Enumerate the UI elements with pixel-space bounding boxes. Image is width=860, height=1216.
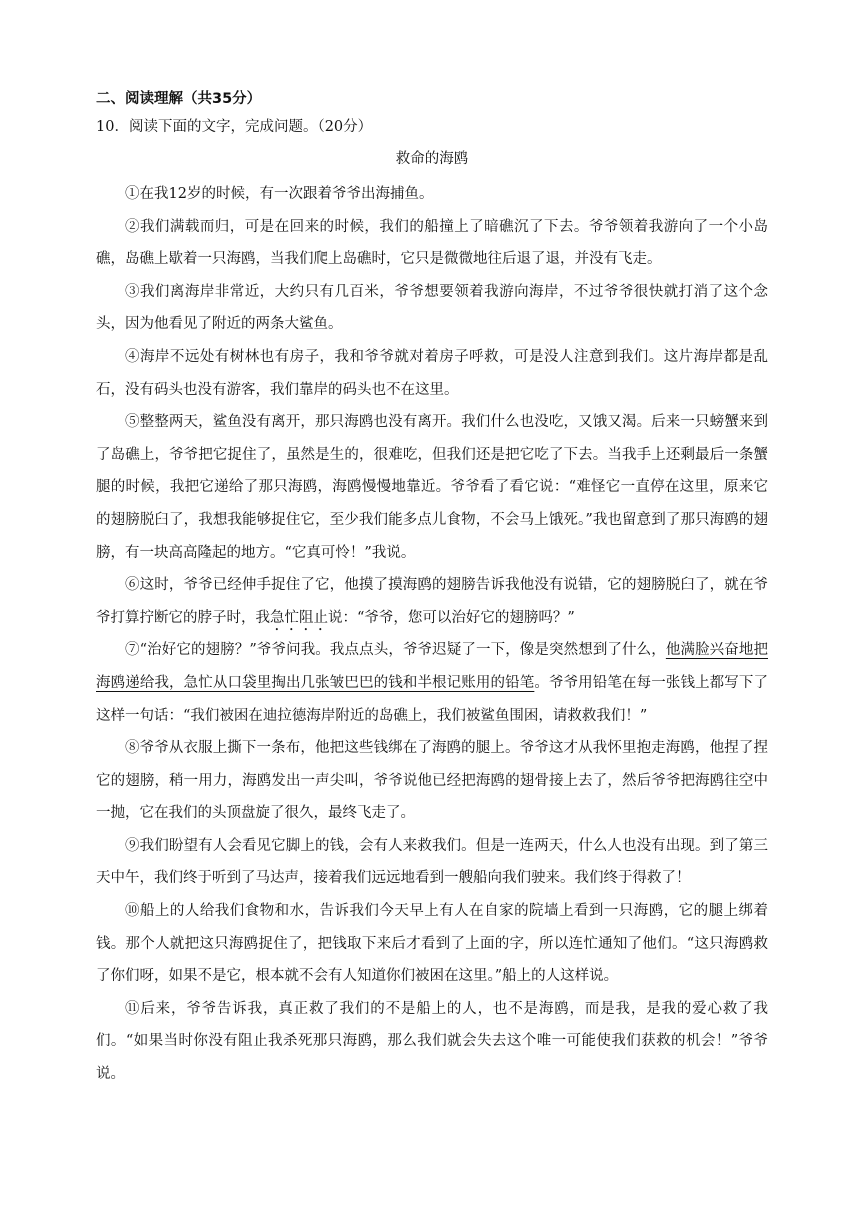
paragraph-9: ⑨我们盼望有人会看见它脚上的钱，会有人来救我们。但是一连两天，什么人也没有出现。到了第三天中午，我们终于听到了马达声，接着我们远远地看到一艘船向我们驶来。我们终于得救了！ xyxy=(96,837,768,887)
emphasized-phrase: 急忙阻止 xyxy=(270,609,328,626)
paragraph-7-text-b: 。爷爷用铅笔在每一张钱上都写下了这样一句话：“我们被困在迪拉德海岸附近的岛礁上，我们被鲨鱼围困，请救救我们！” xyxy=(96,674,769,724)
paragraph-3: ③我们离海岸非常近，大约只有几百米，爷爷想要领着我游向海岸，不过爷爷很快就打消了这个念头，因为他看见了附近的两条大鲨鱼。 xyxy=(96,283,768,333)
exam-page xyxy=(96,86,768,1091)
paragraph-5: ⑤整整两天，鲨鱼没有离开，那只海鸥也没有离开。我们什么也没吃，又饿又渴。后来一只螃蟹来到了岛礁上，爷爷把它捉住了，虽然是生的，很难吃，但我们还是把它吃了下去。当我手上还剩最后一条蟹腿的时候，我把它递给了那只海鸥，海鸥慢慢地靠近。爷爷看了看它说：“难怪它一直停在这里，原来它的翅膀脱臼了，我想我能够捉住它，至少我们能多点儿食物，不会马上饿死。”我也留意到了那只海鸥的翅膀，有一块高高隆起的地方。“它真可怜！”我说。 xyxy=(96,414,768,561)
paragraph-7-text-a: ⑦“治好它的翅膀？”爷爷问我。我点点头，爷爷迟疑了一下，像是突然想到了什么， xyxy=(125,642,666,659)
underlined-sentence: 他满脸兴奋地把海鸥递给我，急忙从口袋里掏出几张皱巴巴的钱和半根记账用的铅笔 xyxy=(96,642,768,691)
paragraph-6-text-b: 说：“爷爷，您可以治好它的翅膀吗？” xyxy=(328,609,575,626)
paragraph-10: ⑩船上的人给我们食物和水，告诉我们今天早上有人在自家的院墙上看到一只海鸥，它的腿上绑着钱。那个人就把这只海鸥捉住了，把钱取下来后才看到了上面的字，所以连忙通知了他们。“这只海鸥救了你们呀，如果不是它，根本就不会有人知道你们被困在这里。”船上的人这样说。 xyxy=(96,903,768,985)
paragraph-1: ①在我12岁的时候，有一次跟着爷爷出海捕鱼。 xyxy=(125,186,434,202)
paragraph-8: ⑧爷爷从衣服上撕下一条布，他把这些钱绑在了海鸥的腿上。爷爷这才从我怀里抱走海鸥，他捏了捏它的翅膀，稍一用力，海鸥发出一声尖叫，爷爷说他已经把海鸥的翅骨接上去了，然后爷爷把海鸥往空中一抛，它在我们的头顶盘旋了很久，最终飞走了。 xyxy=(96,740,768,822)
paragraph-6 xyxy=(96,569,768,634)
question-prompt: 10．阅读下面的文字，完成问题。（20分） xyxy=(96,119,373,135)
paragraph-7 xyxy=(96,634,768,732)
paragraph-6-text-a: ⑥这时，爷爷已经伸手捉住了它，他摸了摸海鸥的翅膀告诉我他没有说错，它的翅膀脱臼了，就在爷爷打算拧断它的脖子时，我 xyxy=(96,577,768,626)
paragraph-4: ④海岸不远处有树林也有房子，我和爷爷就对着房子呼救，可是没人注意到我们。这片海岸都是乱石，没有码头也没有游客，我们靠岸的码头也不在这里。 xyxy=(96,348,768,398)
story-title: 救命的海鸥 xyxy=(395,151,469,167)
paragraph-11: ⑪后来，爷爷告诉我，真正救了我们的不是船上的人，也不是海鸥，而是我，是我的爱心救了我们。“如果当时你没有阻止我杀死那只海鸥，那么我们就会失去这个唯一可能使我们获救的机会！”爷爷说。 xyxy=(96,1000,768,1083)
section-title: 二、阅读理解（共35分） xyxy=(96,91,262,107)
paragraph-2: ②我们满载而归，可是在回来的时候，我们的船撞上了暗礁沉了下去。爷爷领着我游向了一个小岛礁，岛礁上歇着一只海鸥，当我们爬上岛礁时，它只是微微地往后退了退，并没有飞走。 xyxy=(96,218,768,268)
